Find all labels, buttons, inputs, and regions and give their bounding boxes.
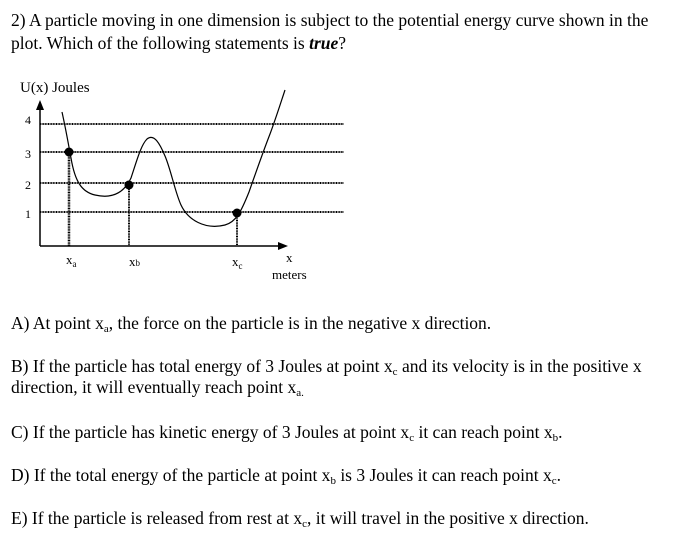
option-c[interactable] bbox=[11, 422, 683, 443]
potential-energy-plot bbox=[0, 70, 360, 290]
option-b[interactable] bbox=[11, 356, 683, 398]
option-text: is 3 Joules it can reach point x bbox=[335, 465, 552, 485]
x-tick-xb: xb bbox=[129, 254, 140, 269]
point-xc bbox=[233, 209, 242, 218]
option-subscript: b bbox=[330, 475, 336, 487]
y-axis-arrow bbox=[36, 100, 44, 110]
option-text: and its velocity is in the positive x direction, it will eventually reach point x bbox=[11, 356, 642, 397]
x-tick-xa: $x_a$ bbox=[66, 252, 77, 269]
x-tick-xc: $x_c$ bbox=[232, 254, 243, 271]
question-text bbox=[11, 9, 681, 55]
point-xa bbox=[65, 148, 74, 157]
option-subscript: c bbox=[409, 432, 415, 444]
question-body: A particle moving in one dimension is subject to the potential energy curve shown in the plot. Which of the following statements is bbox=[11, 10, 649, 53]
option-letter: E) bbox=[11, 508, 32, 528]
option-text: . bbox=[558, 422, 563, 442]
y-tick-2: 2 bbox=[25, 178, 31, 192]
option-subscript: a. bbox=[296, 387, 304, 399]
y-tick-4: 4 bbox=[25, 113, 31, 127]
x-axis-arrow bbox=[278, 242, 288, 250]
option-letter: C) bbox=[11, 422, 33, 442]
option-text: . bbox=[556, 465, 561, 485]
y-tick-1: 1 bbox=[25, 207, 31, 221]
potential-energy-curve bbox=[62, 90, 285, 226]
question-emphasis: true bbox=[309, 33, 339, 53]
energy-level-lines bbox=[40, 124, 344, 212]
option-a[interactable] bbox=[11, 313, 683, 334]
point-xb bbox=[125, 181, 134, 190]
option-text: If the particle has total energy of 3 Joules at point x bbox=[32, 356, 393, 376]
option-subscript: c bbox=[392, 366, 398, 378]
option-subscript: c bbox=[302, 518, 307, 530]
option-e[interactable] bbox=[11, 508, 683, 529]
option-subscript: a bbox=[103, 323, 109, 335]
option-subscript: c bbox=[551, 475, 557, 487]
option-text: it can reach point x bbox=[414, 422, 553, 442]
option-letter: B) bbox=[11, 356, 33, 376]
option-subscript: b bbox=[552, 432, 559, 444]
question-number: 2) bbox=[11, 10, 26, 30]
option-letter: A) bbox=[11, 313, 33, 333]
x-axis-label: x bbox=[286, 250, 293, 265]
option-text: , the force on the particle is in the negative x direction. bbox=[108, 313, 492, 333]
plot-svg bbox=[0, 70, 360, 290]
option-text: , it will travel in the positive x direction. bbox=[306, 508, 589, 528]
question-end: ? bbox=[338, 33, 347, 53]
x-axis-unit: meters bbox=[272, 267, 307, 282]
y-axis-label: U(x) Joules bbox=[20, 80, 90, 96]
option-text: If the total energy of the particle at point x bbox=[33, 465, 331, 485]
option-text: At point x bbox=[32, 313, 104, 333]
option-text: If the particle has kinetic energy of 3 Joules at point x bbox=[32, 422, 410, 442]
option-d[interactable] bbox=[11, 465, 683, 486]
option-letter: D) bbox=[11, 465, 34, 485]
y-tick-3: 3 bbox=[25, 147, 31, 161]
option-text: If the particle is released from rest at x bbox=[31, 508, 303, 528]
